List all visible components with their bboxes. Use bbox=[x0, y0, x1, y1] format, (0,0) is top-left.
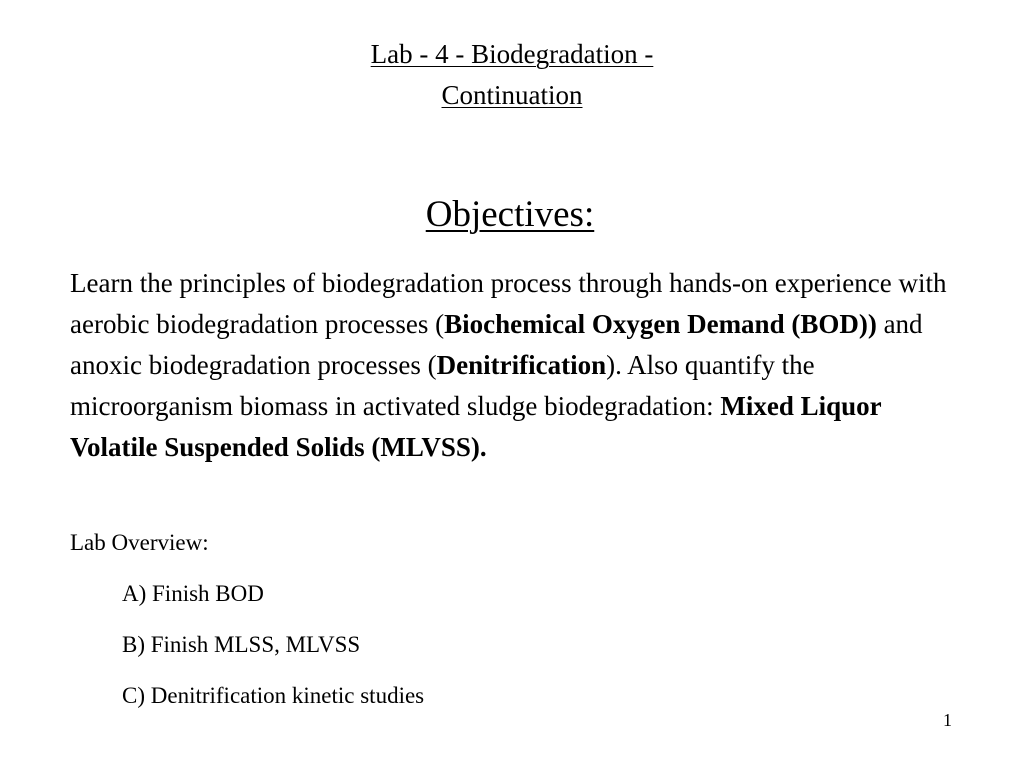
objectives-bold-denitrification: Denitrification bbox=[436, 350, 607, 380]
objectives-paragraph bbox=[70, 263, 950, 468]
objectives-heading: Objectives: bbox=[425, 194, 595, 235]
overview-item-c: C) Denitrification kinetic studies bbox=[122, 683, 425, 708]
page-number: 1 bbox=[943, 710, 952, 730]
overview-item-a: A) Finish BOD bbox=[122, 581, 264, 606]
objectives-text-2: and anoxic biodegradation processes ( bbox=[70, 309, 923, 380]
objectives-text-1: Learn the principles of biodegradation process through hands-on experience with aerobic biodegradation processes ( bbox=[70, 268, 947, 339]
objectives-bold-bod: Biochemical Oxygen Demand (BOD)) bbox=[444, 309, 877, 339]
overview-item-b: B) Finish MLSS, MLVSS bbox=[122, 632, 361, 657]
slide-title-line-2: Continuation bbox=[441, 80, 583, 110]
lab-overview-heading: Lab Overview: bbox=[70, 530, 209, 555]
objectives-text-3: ). Also quantify the microorganism biomass in activated sludge biodegradation: bbox=[70, 350, 815, 421]
slide-title bbox=[0, 34, 1024, 116]
slide-title-line-1: Lab - 4 - Biodegradation - bbox=[370, 39, 654, 69]
objectives-bold-mlvss: Mixed Liquor Volatile Suspended Solids (MLVSS). bbox=[70, 391, 882, 462]
